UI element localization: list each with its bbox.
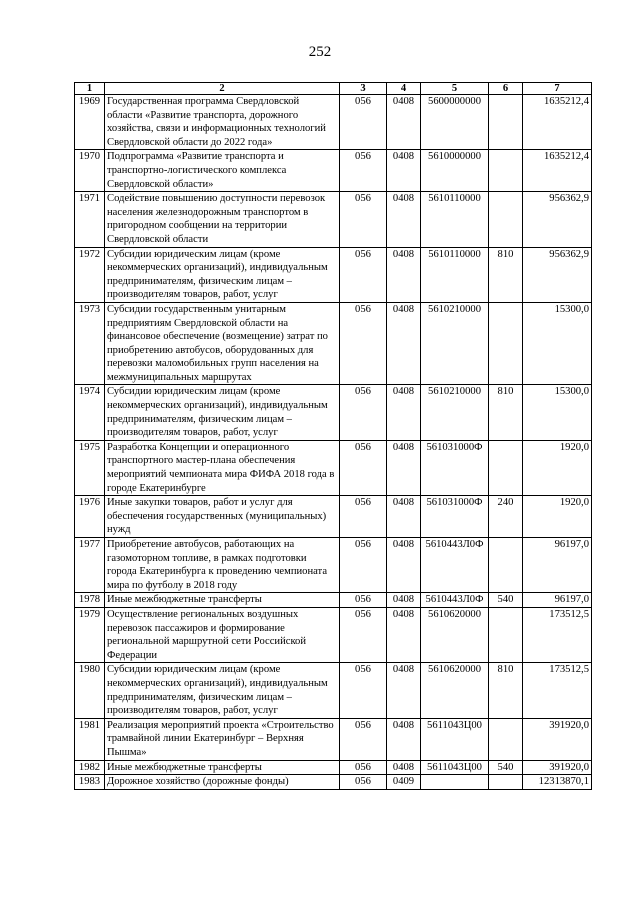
row-number-cell: 1983: [75, 775, 105, 790]
section-code-cell: 0408: [387, 150, 421, 192]
amount-cell: 15300,0: [523, 385, 592, 440]
item-name-cell: Субсидии государственным унитарным предприятиям Свердловской области на финансовое обеспечение (возмещение) затрат по приобретению автобусов, оборудованных для перевозки маломобильных групп населения на межмуниципальных маршрутах: [105, 302, 340, 385]
row-number-cell: 1975: [75, 440, 105, 495]
expense-type-code-cell: [489, 440, 523, 495]
table-row: [75, 718, 592, 760]
header-cell: 1: [75, 83, 105, 95]
row-number-cell: 1980: [75, 663, 105, 718]
item-name-cell: Государственная программа Свердловской области «Развитие транспорта, дорожного хозяйства, связи и информационных технологий Свердловской области до 2022 года»: [105, 95, 340, 150]
section-code-cell: 0408: [387, 247, 421, 302]
table-row: [75, 760, 592, 775]
ministry-code-cell: 056: [340, 593, 387, 608]
header-cell: 3: [340, 83, 387, 95]
ministry-code-cell: 056: [340, 440, 387, 495]
expense-type-code-cell: 810: [489, 663, 523, 718]
section-code-cell: 0409: [387, 775, 421, 790]
target-article-code-cell: 5611043Ц00: [421, 760, 489, 775]
item-name-cell: Разработка Концепции и операционного транспортного мастер-плана обеспечения мероприятий чемпионата мира ФИФА 2018 года в городе Екатеринбурге: [105, 440, 340, 495]
table-row: [75, 593, 592, 608]
row-number-cell: 1970: [75, 150, 105, 192]
amount-cell: 956362,9: [523, 192, 592, 247]
amount-cell: 96197,0: [523, 593, 592, 608]
header-cell: 4: [387, 83, 421, 95]
item-name-cell: Подпрограмма «Развитие транспорта и транспортно-логистического комплекса Свердловской области»: [105, 150, 340, 192]
table-row: [75, 192, 592, 247]
target-article-code-cell: 5610110000: [421, 192, 489, 247]
section-code-cell: 0408: [387, 192, 421, 247]
section-code-cell: 0408: [387, 760, 421, 775]
target-article-code-cell: 5610620000: [421, 663, 489, 718]
section-code-cell: 0408: [387, 496, 421, 538]
section-code-cell: 0408: [387, 663, 421, 718]
section-code-cell: 0408: [387, 607, 421, 662]
header-cell: 6: [489, 83, 523, 95]
section-code-cell: 0408: [387, 440, 421, 495]
table-row: [75, 302, 592, 385]
expense-type-code-cell: [489, 775, 523, 790]
amount-cell: 1920,0: [523, 496, 592, 538]
table-body: [75, 95, 592, 790]
ministry-code-cell: 056: [340, 718, 387, 760]
target-article-code-cell: 5610110000: [421, 247, 489, 302]
ministry-code-cell: 056: [340, 192, 387, 247]
target-article-code-cell: 561031000Ф: [421, 496, 489, 538]
target-article-code-cell: 5610210000: [421, 385, 489, 440]
ministry-code-cell: 056: [340, 496, 387, 538]
target-article-code-cell: 5610443Л0Ф: [421, 593, 489, 608]
item-name-cell: Реализация мероприятий проекта «Строительство трамвайной линии Екатеринбург – Верхняя Пышма»: [105, 718, 340, 760]
header-cell: 5: [421, 83, 489, 95]
section-code-cell: 0408: [387, 302, 421, 385]
section-code-cell: 0408: [387, 718, 421, 760]
item-name-cell: Субсидии юридическим лицам (кроме некоммерческих организаций), индивидуальным предпринимателям, физическим лицам – производителям товаров, работ, услуг: [105, 663, 340, 718]
item-name-cell: Иные межбюджетные трансферты: [105, 593, 340, 608]
table-row: [75, 95, 592, 150]
amount-cell: 391920,0: [523, 718, 592, 760]
ministry-code-cell: 056: [340, 302, 387, 385]
header-cell: 2: [105, 83, 340, 95]
row-number-cell: 1976: [75, 496, 105, 538]
table-row: [75, 663, 592, 718]
row-number-cell: 1981: [75, 718, 105, 760]
table-row: [75, 440, 592, 495]
table-row: [75, 496, 592, 538]
expense-type-code-cell: [489, 718, 523, 760]
item-name-cell: Приобретение автобусов, работающих на газомоторном топливе, в рамках подготовки города Екатеринбурга к проведению чемпионата мира по футболу в 2018 году: [105, 538, 340, 593]
row-number-cell: 1972: [75, 247, 105, 302]
section-code-cell: 0408: [387, 385, 421, 440]
amount-cell: 956362,9: [523, 247, 592, 302]
item-name-cell: Субсидии юридическим лицам (кроме некоммерческих организаций), индивидуальным предпринимателям, физическим лицам – производителям товаров, работ, услуг: [105, 247, 340, 302]
section-code-cell: 0408: [387, 538, 421, 593]
ministry-code-cell: 056: [340, 607, 387, 662]
item-name-cell: Иные межбюджетные трансферты: [105, 760, 340, 775]
target-article-code-cell: 5610210000: [421, 302, 489, 385]
row-number-cell: 1979: [75, 607, 105, 662]
target-article-code-cell: 5611043Ц00: [421, 718, 489, 760]
table-row: [75, 775, 592, 790]
ministry-code-cell: 056: [340, 95, 387, 150]
item-name-cell: Осуществление региональных воздушных перевозок пассажиров и формирование региональной маршрутной сети Российской Федерации: [105, 607, 340, 662]
expense-type-code-cell: [489, 150, 523, 192]
amount-cell: 173512,5: [523, 607, 592, 662]
row-number-cell: 1978: [75, 593, 105, 608]
item-name-cell: Дорожное хозяйство (дорожные фонды): [105, 775, 340, 790]
expense-type-code-cell: 810: [489, 385, 523, 440]
amount-cell: 1635212,4: [523, 150, 592, 192]
item-name-cell: Субсидии юридическим лицам (кроме некоммерческих организаций), индивидуальным предпринимателям, физическим лицам – производителям товаров, работ, услуг: [105, 385, 340, 440]
expense-type-code-cell: 540: [489, 593, 523, 608]
table-row: [75, 150, 592, 192]
expense-type-code-cell: [489, 302, 523, 385]
page-number: 252: [308, 44, 332, 60]
header-cell: 7: [523, 83, 592, 95]
target-article-code-cell: 5610443Л0Ф: [421, 538, 489, 593]
target-article-code-cell: [421, 775, 489, 790]
expense-type-code-cell: [489, 538, 523, 593]
expense-type-code-cell: [489, 192, 523, 247]
ministry-code-cell: 056: [340, 150, 387, 192]
ministry-code-cell: 056: [340, 775, 387, 790]
row-number-cell: 1973: [75, 302, 105, 385]
item-name-cell: Содействие повышению доступности перевозок населения железнодорожным транспортом в пригородном сообщении на территории Свердловской области: [105, 192, 340, 247]
ministry-code-cell: 056: [340, 385, 387, 440]
ministry-code-cell: 056: [340, 538, 387, 593]
target-article-code-cell: 5600000000: [421, 95, 489, 150]
ministry-code-cell: 056: [340, 247, 387, 302]
budget-table: [74, 82, 592, 790]
row-number-cell: 1971: [75, 192, 105, 247]
expense-type-code-cell: [489, 607, 523, 662]
ministry-code-cell: 056: [340, 663, 387, 718]
row-number-cell: 1974: [75, 385, 105, 440]
expense-type-code-cell: [489, 95, 523, 150]
expense-type-code-cell: 240: [489, 496, 523, 538]
amount-cell: 12313870,1: [523, 775, 592, 790]
row-number-cell: 1969: [75, 95, 105, 150]
row-number-cell: 1982: [75, 760, 105, 775]
table-row: [75, 247, 592, 302]
amount-cell: 391920,0: [523, 760, 592, 775]
table-row: [75, 607, 592, 662]
amount-cell: 15300,0: [523, 302, 592, 385]
amount-cell: 173512,5: [523, 663, 592, 718]
amount-cell: 1920,0: [523, 440, 592, 495]
target-article-code-cell: 5610000000: [421, 150, 489, 192]
header-row: [75, 83, 592, 95]
item-name-cell: Иные закупки товаров, работ и услуг для обеспечения государственных (муниципальных) нужд: [105, 496, 340, 538]
target-article-code-cell: 561031000Ф: [421, 440, 489, 495]
table-row: [75, 385, 592, 440]
amount-cell: 96197,0: [523, 538, 592, 593]
target-article-code-cell: 5610620000: [421, 607, 489, 662]
expense-type-code-cell: 810: [489, 247, 523, 302]
expense-type-code-cell: 540: [489, 760, 523, 775]
section-code-cell: 0408: [387, 95, 421, 150]
section-code-cell: 0408: [387, 593, 421, 608]
row-number-cell: 1977: [75, 538, 105, 593]
amount-cell: 1635212,4: [523, 95, 592, 150]
ministry-code-cell: 056: [340, 760, 387, 775]
table-row: [75, 538, 592, 593]
